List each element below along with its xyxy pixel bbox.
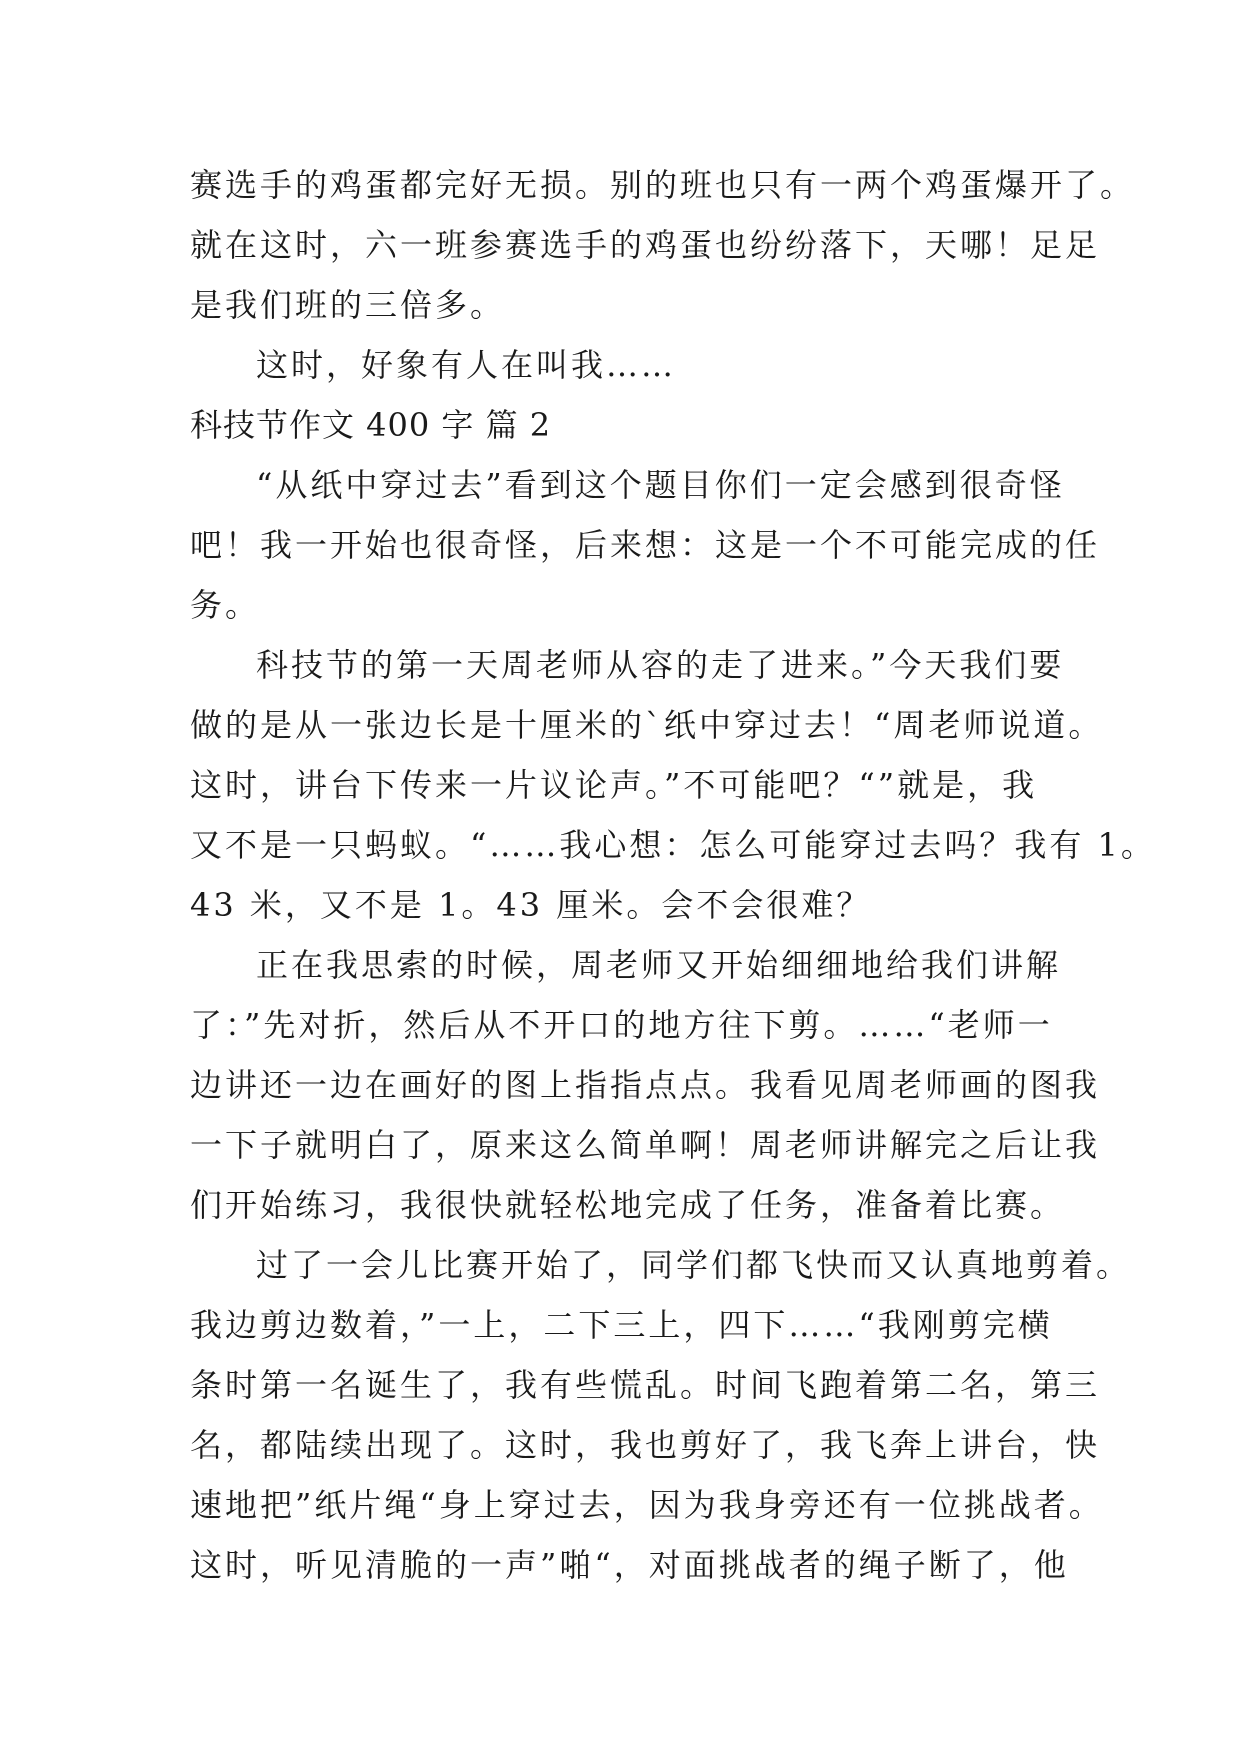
text-line: 一下子就明白了，原来这么简单啊！周老师讲解完之后让我: [190, 1126, 1101, 1164]
text-line: 赛选手的鸡蛋都完好无损。别的班也只有一两个鸡蛋爆开了。: [190, 166, 1136, 204]
text-line: 条时第一名诞生了，我有些慌乱。时间飞跑着第二名，第三: [190, 1366, 1101, 1404]
text-line: 又不是一只蚂蚁。“……我心想：怎么可能穿过去吗？我有 1。: [190, 826, 1156, 864]
paragraph-start-line: 这时，好象有人在叫我……: [256, 346, 677, 384]
text-line: 是我们班的三倍多。: [190, 286, 506, 324]
text-line: 速地把”纸片绳“身上穿过去，因为我身旁还有一位挑战者。: [190, 1486, 1104, 1524]
text-line: 了：”先对折，然后从不开口的地方往下剪。……“老师一: [190, 1006, 1053, 1044]
text-line: 们开始练习，我很快就轻松地完成了任务，准备着比赛。: [190, 1186, 1066, 1224]
paragraph-start-line: 科技节的第一天周老师从容的走了进来。”今天我们要: [256, 646, 1065, 684]
text-line: 这时，听见清脆的一声”啪“，对面挑战者的绳子断了，他: [190, 1546, 1069, 1584]
text-line: 吧！我一开始也很奇怪，后来想：这是一个不可能完成的任: [190, 526, 1101, 564]
text-line: 边讲还一边在画好的图上指指点点。我看见周老师画的图我: [190, 1066, 1101, 1104]
paragraph-start-line: “从纸中穿过去”看到这个题目你们一定会感到很奇怪: [256, 466, 1065, 504]
text-line: 这时，讲台下传来一片议论声。”不可能吧？“”就是，我: [190, 766, 1038, 804]
section-heading: 科技节作文 400 字 篇 2: [190, 406, 552, 444]
text-line: 务。: [190, 586, 261, 624]
paragraph-start-line: 正在我思索的时候，周老师又开始细细地给我们讲解: [256, 946, 1062, 984]
paragraph-start-line: 过了一会儿比赛开始了，同学们都飞快而又认真地剪着。: [256, 1246, 1132, 1284]
text-line: 就在这时，六一班参赛选手的鸡蛋也纷纷落下，天哪！足足: [190, 226, 1101, 264]
text-line: 名，都陆续出现了。这时，我也剪好了，我飞奔上讲台，快: [190, 1426, 1101, 1464]
text-line: 43 米，又不是 1。43 厘米。会不会很难？: [190, 886, 872, 924]
text-line: 我边剪边数着，”一上，二下三上，四下……“我刚剪完横: [190, 1306, 1053, 1344]
document-page: [190, 155, 1156, 1595]
text-line: 做的是从一张边长是十厘米的`纸中穿过去！“周老师说道。: [190, 706, 1104, 744]
